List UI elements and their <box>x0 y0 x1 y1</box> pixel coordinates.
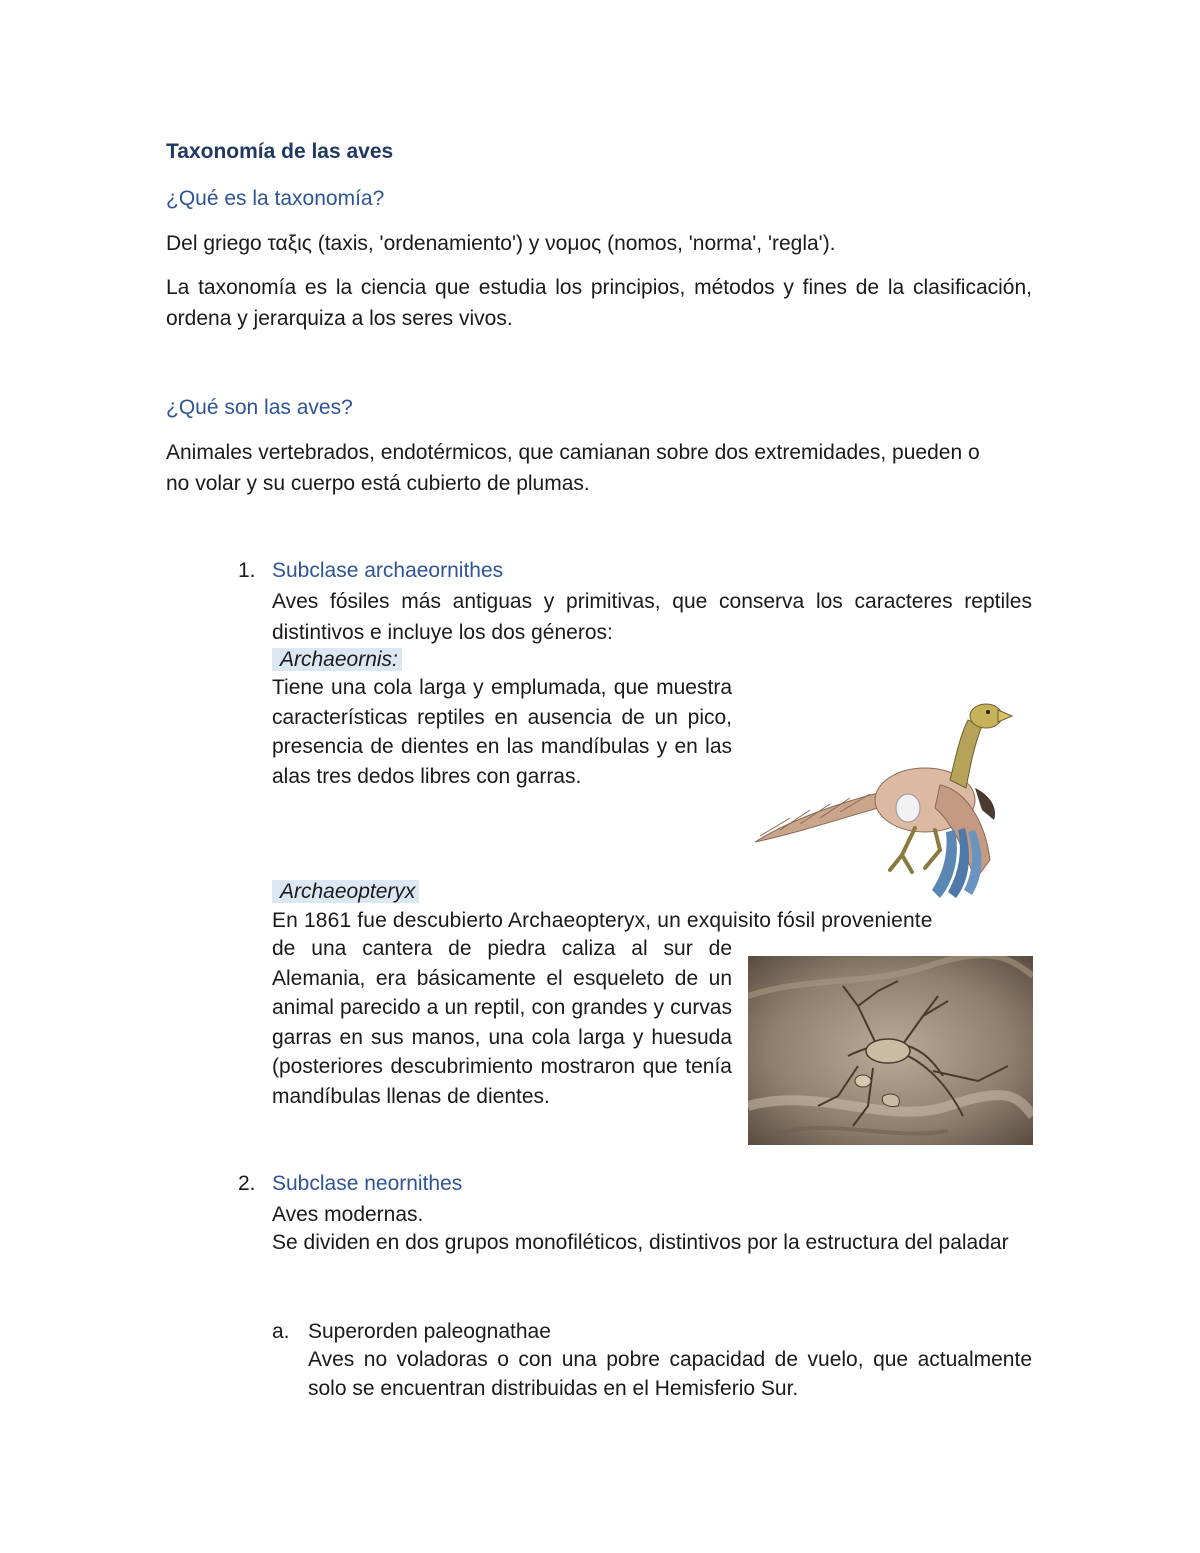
document-title: Taxonomía de las aves <box>166 140 394 163</box>
list-heading-neornithes: Subclase neornithes <box>272 1172 463 1195</box>
paragraph-etymology: Del griego ταξις (taxis, 'ordenamiento') y νομος (nomos, 'norma', 'regla'). <box>166 232 836 255</box>
paragraph-taxonomy-definition: La taxonomía es la ciencia que estudia los principios, métodos y fines de la clasificación, ordena y jerarquiza a los seres vivos. <box>166 276 1032 330</box>
section-heading-taxonomia: ¿Qué es la taxonomía? <box>166 187 385 210</box>
section-heading-aves: ¿Qué son las aves? <box>166 396 353 419</box>
paragraph-aves-definition: Animales vertebrados, endotérmicos, que camianan sobre dos extremidades, pueden o no volar y su cuerpo está cubierto de plumas. <box>166 441 980 495</box>
genus-label-archaeopteryx <box>272 878 419 908</box>
genus-name-archaeopteryx: Archaeopteryx <box>272 880 419 903</box>
genus-name-archaeornis: Archaeornis: <box>272 648 402 671</box>
paragraph-archaeornithes-intro: Aves fósiles más antiguas y primitivas, que conserva los caracteres reptiles distintivos e incluye los dos géneros: <box>272 590 1032 644</box>
archaeornis-illustration <box>750 690 1015 900</box>
paragraph-archaeopteryx: de una cantera de piedra caliza al sur de Alemania, era básicamente el esqueleto de un animal parecido a un reptil, con grandes y curvas garras en sus manos, una cola larga y huesuda (posteriores descubrimiento mostraron que tenía mandíbulas llenas de dientes. <box>272 937 732 1108</box>
paragraph-archaeopteryx-line1: En 1861 fue descubierto Archaeopteryx, un exquisito fósil proveniente <box>272 909 933 932</box>
paragraph-archaeornis: Tiene una cola larga y emplumada, que muestra características reptiles en ausencia de un pico, presencia de dientes en las mandíbulas y en las alas tres dedos libres con garras. <box>272 676 732 788</box>
paragraph-neornithes-line2: Se dividen en dos grupos monofiléticos, distintivos por la estructura del paladar <box>272 1231 1009 1254</box>
paragraph-neornithes-line1: Aves modernas. <box>272 1203 424 1226</box>
list-number-1: 1. <box>238 559 256 582</box>
list-number-2: 2. <box>238 1172 256 1195</box>
sublist-heading-paleognathae: Superorden paleognathae <box>308 1320 551 1343</box>
list-heading-archaeornithes: Subclase archaeornithes <box>272 559 504 582</box>
sublist-letter-a: a. <box>272 1320 290 1343</box>
archaeopteryx-fossil-photo <box>748 956 1033 1145</box>
genus-label-archaeornis <box>272 646 402 676</box>
paragraph-paleognathae: Aves no voladoras o con una pobre capacidad de vuelo, que actualmente solo se encuentran distribuidas en el Hemisferio Sur. <box>308 1348 1032 1400</box>
